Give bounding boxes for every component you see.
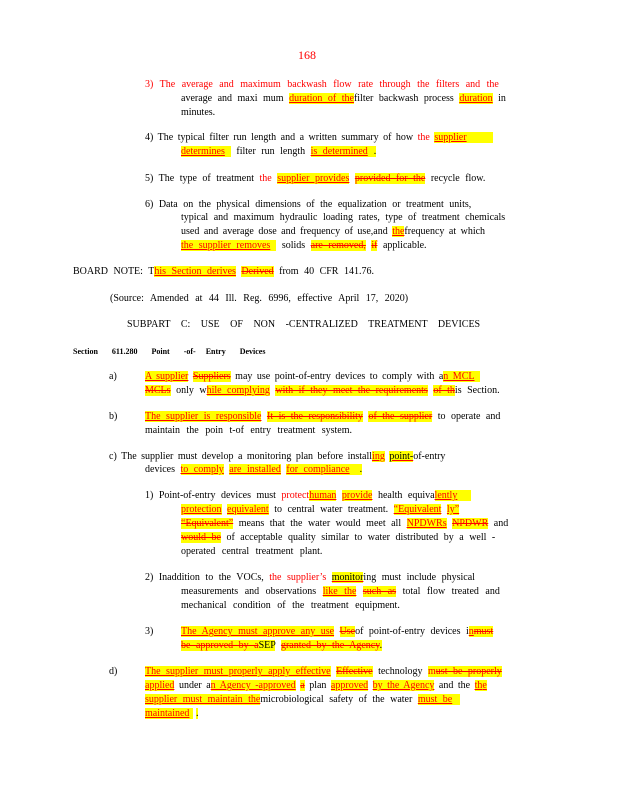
text: the supplier’s — [269, 572, 327, 583]
text: 2) Inaddition to the VOCs, — [145, 572, 264, 583]
text: 4) The typical filter run length and a written summary of how — [145, 132, 414, 143]
item6-line4 — [181, 239, 427, 252]
text: average — [181, 79, 213, 90]
text: of-entry — [413, 451, 446, 462]
item3-line3: minutes. — [181, 107, 216, 118]
item-d-label: d) — [109, 666, 118, 677]
text: a — [300, 680, 305, 691]
text: . — [195, 708, 199, 719]
text: means that the water would meet all — [238, 518, 402, 529]
text: of th — [433, 385, 455, 396]
item-c2-line1 — [145, 571, 475, 584]
text: SEP — [258, 640, 276, 651]
item-b-label: b) — [109, 411, 118, 422]
text: be approved by a — [181, 640, 259, 651]
text: measurements and observations — [181, 586, 317, 597]
text: the filters and the — [417, 79, 499, 90]
text: equivalent — [227, 504, 269, 515]
text: the — [417, 132, 430, 143]
text: recycle flow. — [430, 173, 486, 184]
text: Suppliers — [192, 371, 231, 382]
text: flow rate through — [333, 79, 411, 90]
text: n MCL — [443, 371, 480, 382]
text: e — [482, 680, 487, 691]
text: human — [309, 490, 337, 501]
text: and — [493, 518, 509, 529]
text: duration of the — [289, 93, 354, 104]
text: microbiological safety of the water — [260, 694, 413, 705]
item-a-label: a) — [109, 371, 117, 382]
item-b-line1 — [145, 410, 500, 423]
text: 5) The type of treatment — [145, 173, 255, 184]
text: in — [498, 93, 506, 104]
text: 611.280 — [111, 347, 138, 356]
item5-line1 — [145, 172, 485, 185]
text: to operate and — [437, 411, 501, 422]
item-c3-label: 3) — [145, 626, 154, 637]
text: hile complying — [206, 385, 270, 396]
text: is Section. — [454, 385, 500, 396]
text: maintained — [145, 708, 193, 719]
text: n — [468, 626, 474, 637]
subpart-heading: SUBPART C: USE OF NON -CENTRALIZED TREATMENT DEVICES — [127, 319, 481, 330]
text: 1) Point-of-entry devices must — [145, 490, 276, 501]
text: . — [373, 146, 377, 157]
text: like the — [322, 586, 357, 597]
text: filter run length — [236, 146, 306, 157]
text: used and average dose and frequency of use,and — [181, 226, 388, 237]
text: point- — [389, 451, 414, 462]
text: protect — [281, 490, 310, 501]
item-c-line2 — [145, 463, 362, 476]
source-note: (Source: Amended at 44 Ill. Reg. 6996, effective April 17, 2020) — [110, 293, 409, 304]
text: Effective — [336, 666, 373, 677]
text: with if they meet the requirements — [275, 385, 428, 396]
text: MCLs — [145, 385, 171, 396]
text: of point-of-entry devices i — [355, 626, 469, 637]
text: “Equivalent — [393, 504, 442, 515]
item-b-line2: maintain the poin t-of entry treatment system. — [145, 425, 353, 436]
text: frequency at which — [404, 226, 486, 237]
text: provided for the — [354, 173, 426, 184]
item-c3-line2 — [181, 639, 382, 652]
text: must include physical — [381, 572, 475, 583]
text: would be — [181, 532, 221, 543]
item-c2-line2 — [181, 585, 500, 598]
text: from 40 CFR 141.76. — [279, 266, 374, 277]
board-note — [73, 265, 374, 278]
text: if — [371, 240, 378, 251]
text: and the — [438, 680, 471, 691]
text: Section — [73, 347, 98, 356]
text: backwash — [287, 79, 327, 90]
text: the — [259, 173, 272, 184]
text: for compliance — [286, 464, 359, 475]
item-c1-line1 — [145, 489, 471, 502]
text: 3) The — [145, 79, 176, 90]
text: supplier must maintain the — [145, 694, 261, 705]
text: average and maxi mum — [181, 93, 284, 104]
text: monitor — [331, 572, 364, 583]
item-c1-line4 — [181, 531, 495, 544]
text: “Equivalent” — [181, 518, 234, 529]
text: . — [359, 464, 363, 475]
text: approved — [330, 680, 369, 691]
item6-line2: typical and maximum hydraulic loading rates, type of treatment chemicals — [181, 212, 506, 223]
text: must — [473, 626, 494, 637]
item-d-line3 — [145, 693, 460, 706]
item-c2-line3: mechanical condition of the treatment equipment. — [181, 600, 400, 611]
text: are installed — [229, 464, 281, 475]
item-c1-line3 — [181, 517, 508, 530]
text: provide — [341, 490, 373, 501]
item-a-line1 — [145, 370, 480, 383]
item-d-line1 — [145, 665, 502, 678]
text: Devices — [239, 347, 266, 356]
text: determines — [181, 146, 231, 157]
item4-line1 — [145, 131, 493, 144]
item6-line1: 6) Data on the physical dimensions of the equalization or treatment units, — [145, 199, 472, 210]
text: NPDWR — [452, 518, 489, 529]
item-a-line2 — [145, 384, 500, 397]
text: BOARD NOTE: T — [73, 266, 155, 277]
item3-line2 — [181, 92, 506, 105]
text: of acceptable quality similar to water distributed by a well - — [226, 532, 496, 543]
text: the — [392, 226, 405, 237]
text: applied — [145, 680, 175, 691]
text: NPDWRs — [406, 518, 447, 529]
item3-line1 — [145, 78, 499, 91]
text: only w — [176, 385, 207, 396]
text: supplier provides — [277, 173, 350, 184]
item6-line3 — [181, 225, 485, 238]
text: -of- — [183, 347, 196, 356]
text: n Agency -approved — [210, 680, 296, 691]
text: supplier — [434, 132, 492, 143]
item-c1-line2 — [181, 503, 459, 516]
text: are removed, — [310, 240, 366, 251]
item-c1-line5: operated central treatment plant. — [181, 546, 323, 557]
text: plan — [309, 680, 327, 691]
text: of the supplier — [368, 411, 433, 422]
text: granted by the Agency — [280, 640, 380, 651]
item-c-line1 — [109, 450, 445, 463]
text: filter backwash process — [353, 93, 454, 104]
text: The Agency must approve any use — [181, 626, 335, 637]
text: to comply — [180, 464, 224, 475]
item4-line2 — [181, 145, 376, 158]
text: A supplier — [145, 371, 189, 382]
text: The supplier is responsible — [145, 411, 262, 422]
text: ing — [372, 451, 385, 462]
text: total flow treated and — [402, 586, 500, 597]
item-c3-line1 — [181, 625, 493, 638]
text: c) The supplier must develop a monitoring plan before install — [109, 451, 373, 462]
text: ly” — [446, 504, 460, 515]
text: Entry — [205, 347, 226, 356]
text: applicable. — [382, 240, 427, 251]
item-d-line4 — [145, 707, 198, 720]
text: under a — [178, 680, 211, 691]
text: Use — [339, 626, 356, 637]
text: solids — [281, 240, 306, 251]
text: the supplier removes — [181, 240, 276, 251]
text: to central water treatment. — [274, 504, 389, 515]
text: Point — [151, 347, 170, 356]
text: and maximum — [219, 79, 281, 90]
text: may use point-of-entry devices to comply with a — [235, 371, 444, 382]
text: protection — [181, 504, 222, 515]
text: health equiva — [377, 490, 435, 501]
text: Derived — [241, 266, 274, 277]
text: ing — [363, 572, 377, 583]
text: th — [474, 680, 483, 691]
text: by the Agency — [372, 680, 435, 691]
text: must be — [418, 694, 460, 705]
text: is determined — [311, 146, 374, 157]
text: such as — [362, 586, 397, 597]
text: m — [428, 666, 436, 677]
section-heading — [73, 345, 265, 358]
text: devices — [145, 464, 175, 475]
text: The supplier must properly apply effective — [145, 666, 331, 677]
text: . — [379, 640, 383, 651]
text: his Section derives — [154, 266, 236, 277]
item-d-line2 — [145, 679, 487, 692]
text: ust be properly — [435, 666, 502, 677]
text: duration — [459, 93, 493, 104]
page-number: 168 — [298, 48, 316, 62]
text: technology — [378, 666, 423, 677]
text: lently — [435, 490, 472, 501]
text: It is the responsibility — [266, 411, 363, 422]
